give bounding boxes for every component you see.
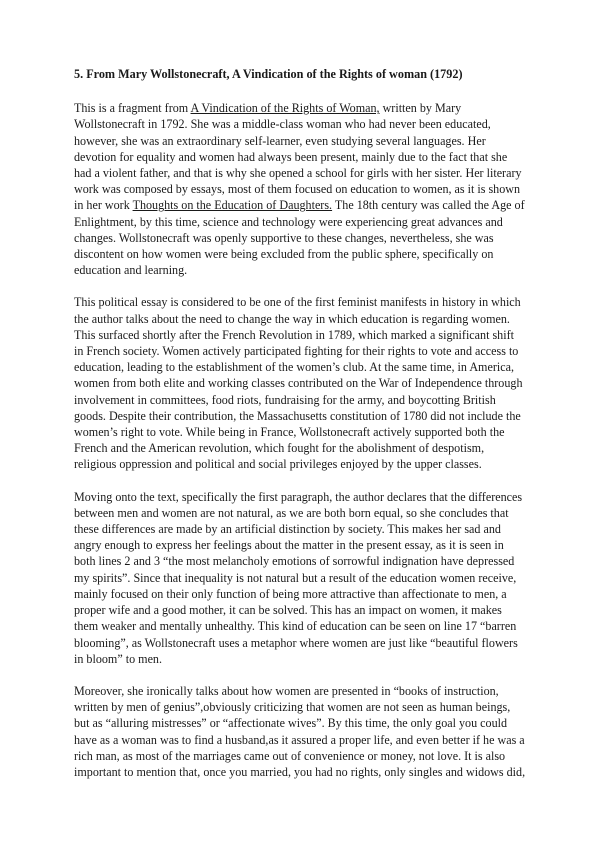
- book-title-thoughts: Thoughts on the Education of Daughters.: [132, 198, 333, 213]
- paragraph-4: Moreover, she ironically talks about how women are presented in “books of instruction, written by men of genius”,obviously criticizing that women are not seen as human beings, but as “alluring mistresses” or “affectionate wives”. By this time, the only goal you could have as a woman was to find a husband,as it assured a proper life, and even better if he was a rich man, as most of the marriages came out of convenience or money, not love. It is also important to mention that, once you married, you had no rights, only singles and widows did,: [74, 683, 526, 779]
- paragraph-1-text-a: This is a fragment from: [74, 101, 191, 116]
- paragraph-1-text-c: The 18th century was called the Age of Enlightment, by this time, science and technology were experiencing great advances and changes. Wollstonecraft was openly supportive to these changes, nevertheless, she was discontent on how women were being excluded from the public sphere, specifically on education and learning.: [74, 198, 525, 278]
- paragraph-2: This political essay is considered to be one of the first feminist manifests in history in which the author talks about the need to change the way in which education is regarding women. This surfaced shortly after the French Revolution in 1789, which marked a significant shift in French society. Women actively participated fighting for their rights to vote and access to education, leading to the establishment of the women’s club. At the same time, in America, women from both elite and working classes contributed on the War of Independence through involvement in committees, food riots, fundraising for the army, and boycotting British goods. Despite their contribution, the Massachusetts constitution of 1780 did not include the women’s right to vote. While being in France, Wollstonecraft actively supported both the French and the American revolution, which fought for the abolishment of despotism, religious oppression and political and social privileges enjoyed by the upper classes.: [74, 295, 523, 472]
- paragraph-3: Moving onto the text, specifically the first paragraph, the author declares that the differences between men and women are not natural, as we are both born equal, so she concludes that these differences are made by an artificial distinction by society. This makes her sad and angry enough to express her feelings about the matter in the present essay, as it is seen in both lines 2 and 3 “the most melancholy emotions of sorrowful indignation have depressed my spirits”. Since that inequality is not natural but a result of the education women receive, mainly focused on their only function of being more attractive than affectionate to men, a proper wife and a good mother, it can be solved. This has an impact on women, it makes them weaker and mentally unhealthy. This kind of education can be seen on line 17 “barren blooming”, as Wollstonecraft uses a metaphor where women are just like “beautiful flowers in bloom” to men.: [74, 489, 523, 666]
- document-heading: 5. From Mary Wollstonecraft, A Vindication of the Rights of woman (1792): [74, 67, 463, 81]
- paragraph-1-text-b: written by Mary Wollstonecraft in 1792. She was a middle-class woman who had never been educated, however, she was an extraordinary self-learner, even studying several languages. Her devotion for equality and women had always been present, mainly due to the fact that she had a violent father, and that is why she opened a school for girls with her sister. Her literary work was composed by essays, most of them focused on education to women, as it is shown in her work: [74, 101, 522, 213]
- document-body: [74, 66, 526, 796]
- book-title-vindication: A Vindication of the Rights of Woman,: [190, 101, 380, 116]
- paragraph-1: [74, 100, 526, 278]
